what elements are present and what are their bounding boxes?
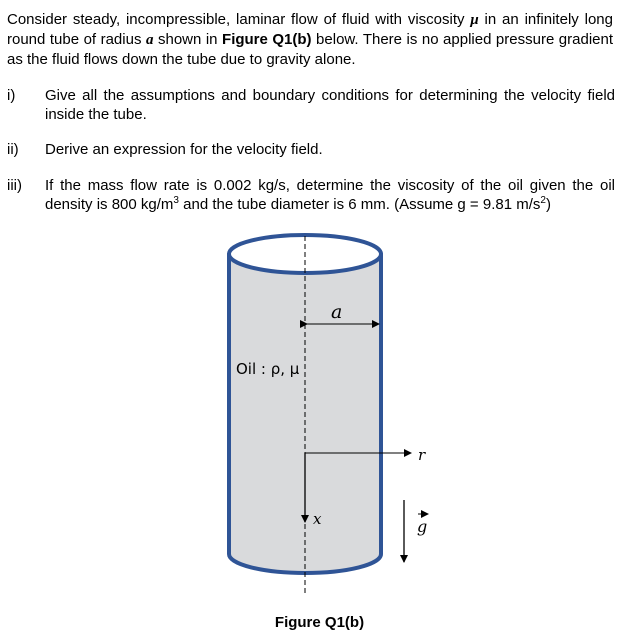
figure-caption: Figure Q1(b)	[274, 614, 365, 631]
intro-text: in an infinitely long round tube of radius	[7, 11, 613, 48]
question-number: ii)	[7, 141, 19, 158]
mu-symbol: μ	[470, 12, 479, 28]
figure-reference: Figure Q1(b)	[222, 31, 312, 48]
intro-text: shown in	[153, 31, 223, 48]
question-text-part: )	[545, 196, 551, 213]
superscript: 2	[540, 195, 546, 206]
question-text-part: and the tube diameter is 6 mm. (Assume g = 9.81 m/s	[178, 196, 541, 213]
radius-label: a	[331, 301, 343, 323]
question-text: Derive an expression for the velocity field.	[45, 141, 323, 158]
intro-text: below. There is no applied pressure gradient as the fluid flows down the tube due to gravity alone.	[7, 31, 614, 68]
question-text-part: If the mass flow rate is 0.002 kg/s, determine the viscosity of the oil given the oil density is 800 kg/m	[45, 177, 615, 213]
question-text: Give all the assumptions and boundary conditions for determining the velocity field inside the tube.	[45, 87, 615, 123]
superscript: 3	[173, 195, 179, 206]
r-label: r	[418, 446, 426, 464]
question-number: iii)	[7, 177, 22, 194]
fluid-label: Oil : ρ, μ	[236, 360, 300, 378]
question-number: i)	[7, 87, 16, 104]
x-label: x	[313, 510, 322, 528]
g-label: g	[417, 517, 428, 536]
a-symbol: a	[145, 32, 154, 48]
intro-text: Consider steady, incompressible, laminar flow of fluid with viscosity	[7, 11, 471, 28]
